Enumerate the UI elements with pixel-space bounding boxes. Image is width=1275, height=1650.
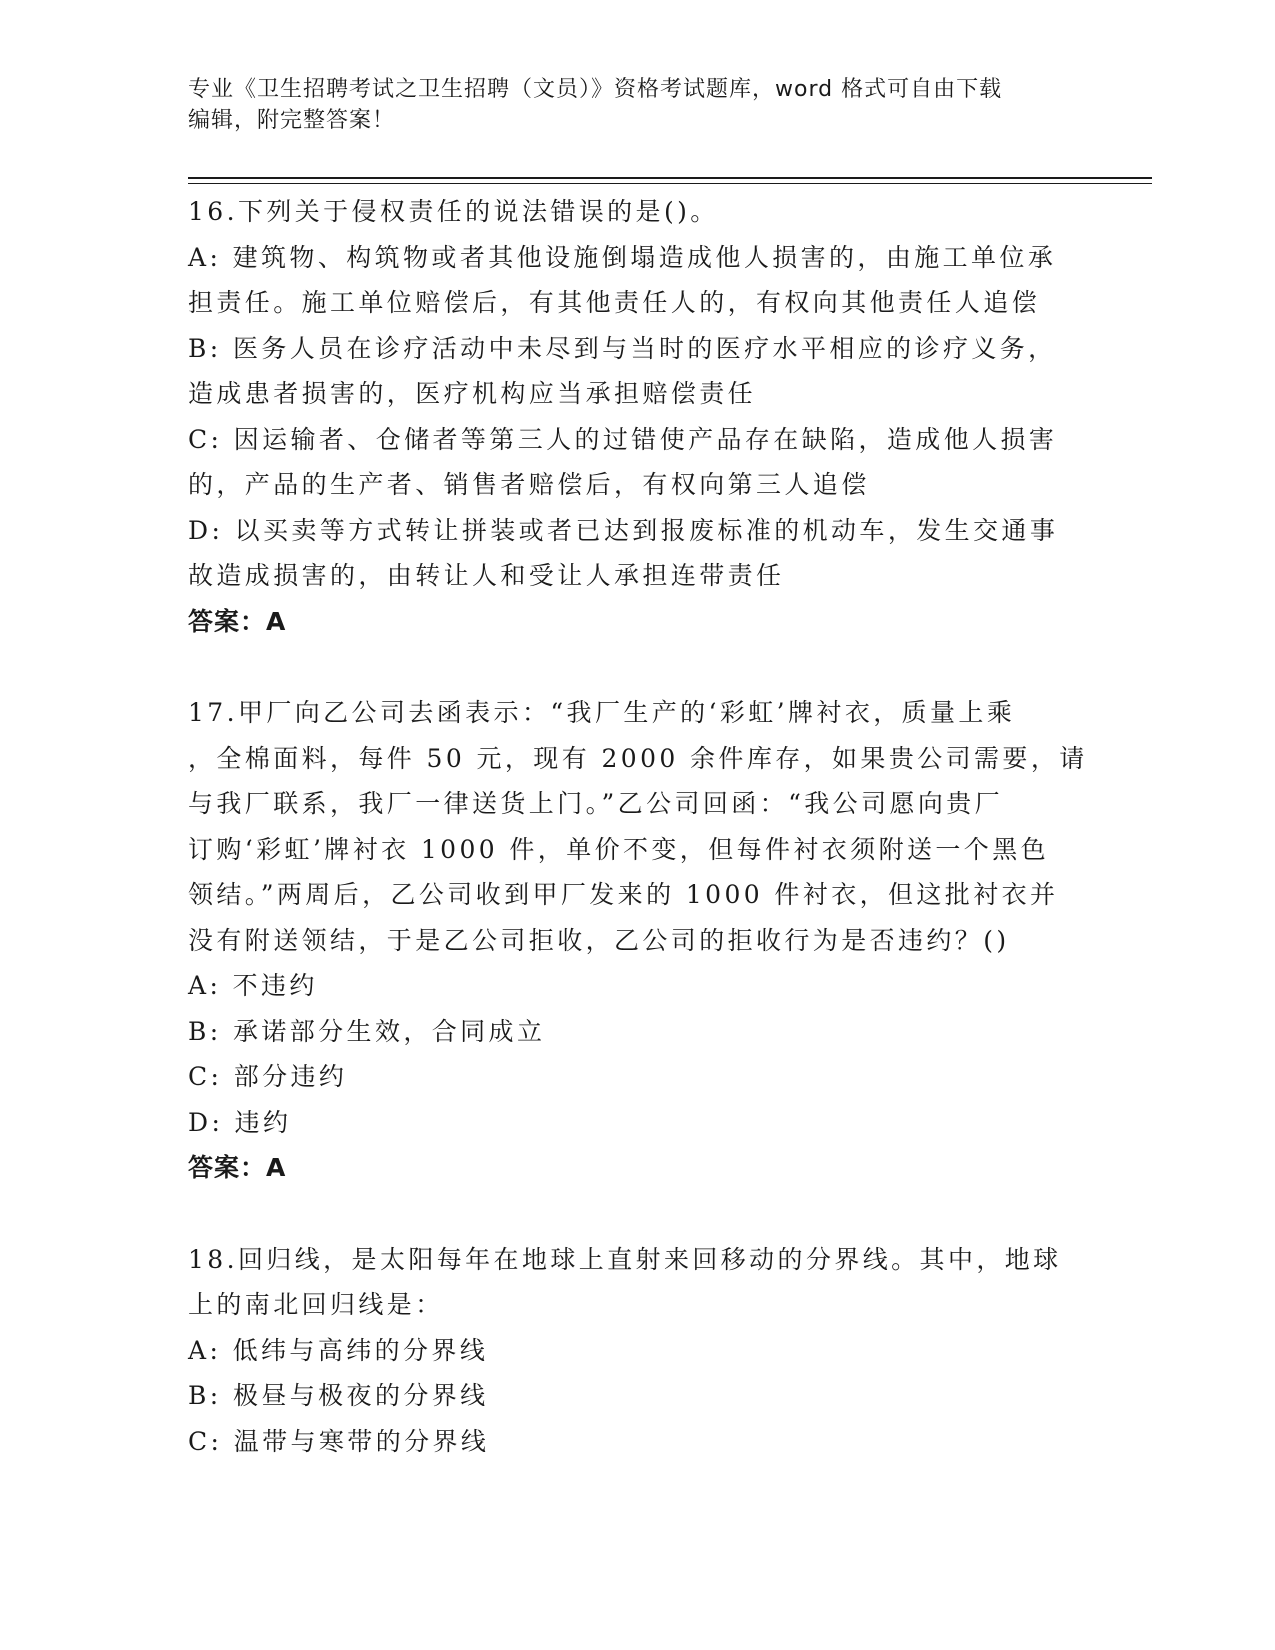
document-header: [188, 74, 1068, 136]
header-line-2: 编辑，附完整答案！: [188, 108, 396, 133]
question-17: [188, 690, 1088, 1191]
option-b: B: 承诺部分生效，合同成立: [188, 1016, 546, 1046]
answer-label: 答案：A: [188, 606, 287, 636]
answer-label: 答案：A: [188, 1153, 287, 1182]
option-a: A: 低纬与高纬的分界线: [188, 1335, 489, 1365]
option-a-continued: 担责任。施工单位赔偿后，有其他责任人的，有权向其他责任人追偿: [188, 288, 1041, 317]
question-stem-continued: 与我厂联系，我厂一律送货上门。”乙公司回函：“我公司愿向贵厂: [188, 789, 1004, 818]
question-list: [188, 189, 1088, 1464]
header-divider-thin: [188, 183, 1152, 184]
question-stem-continued: 领结。”两周后，乙公司收到甲厂发来的 1000 件衬衣，但这批衬衣并: [188, 880, 1059, 909]
option-a: A: 不违约: [188, 971, 318, 1000]
option-c: C: 部分违约: [188, 1062, 348, 1091]
option-b-continued: 造成患者损害的，医疗机构应当承担赔偿责任: [188, 379, 757, 408]
question-18: [188, 1237, 1068, 1465]
option-c: C: 温带与寒带的分界线: [188, 1426, 490, 1456]
question-stem: 17.甲厂向乙公司去函表示：“我厂生产的‘彩虹’牌衬衣，质量上乘: [188, 698, 1016, 727]
question-16: [188, 189, 1068, 644]
option-b: B: 医务人员在诊疗活动中未尽到与当时的医疗水平相应的诊疗义务，: [188, 333, 1057, 363]
option-c: C: 因运输者、仓储者等第三人的过错使产品存在缺陷，造成他人损害: [188, 424, 1058, 454]
option-c-continued: 的，产品的生产者、销售者赔偿后，有权向第三人追偿: [188, 470, 870, 499]
option-b: B: 极昼与极夜的分界线: [188, 1381, 489, 1410]
question-stem: 18.回归线，是太阳每年在地球上直射来回移动的分界线。其中，地球: [188, 1244, 1062, 1274]
header-divider-thick: [188, 177, 1152, 179]
question-stem-continued: ，全棉面料，每件 50 元，现有 2000 余件库存，如果贵公司需要，请: [188, 743, 1088, 773]
option-d: D: 违约: [188, 1107, 292, 1137]
option-d: D: 以买卖等方式转让拼装或者已达到报废标准的机动车，发生交通事: [188, 515, 1059, 545]
question-stem-continued: 没有附送领结，于是乙公司拒收，乙公司的拒收行为是否违约？(): [188, 925, 1010, 955]
option-d-continued: 故造成损害的，由转让人和受让人承担连带责任: [188, 561, 785, 590]
question-stem-continued: 订购‘彩虹’牌衬衣 1000 件，单价不变，但每件衬衣须附送一个黑色: [188, 834, 1050, 864]
header-line-1: 专业《卫生招聘考试之卫生招聘（文员）》资格考试题库，word 格式可自由下载: [188, 77, 1003, 102]
question-stem-continued: 上的南北回归线是：: [188, 1290, 444, 1319]
question-stem: 16.下列关于侵权责任的说法错误的是()。: [188, 197, 719, 226]
option-a: A: 建筑物、构筑物或者其他设施倒塌造成他人损害的，由施工单位承: [188, 242, 1057, 272]
